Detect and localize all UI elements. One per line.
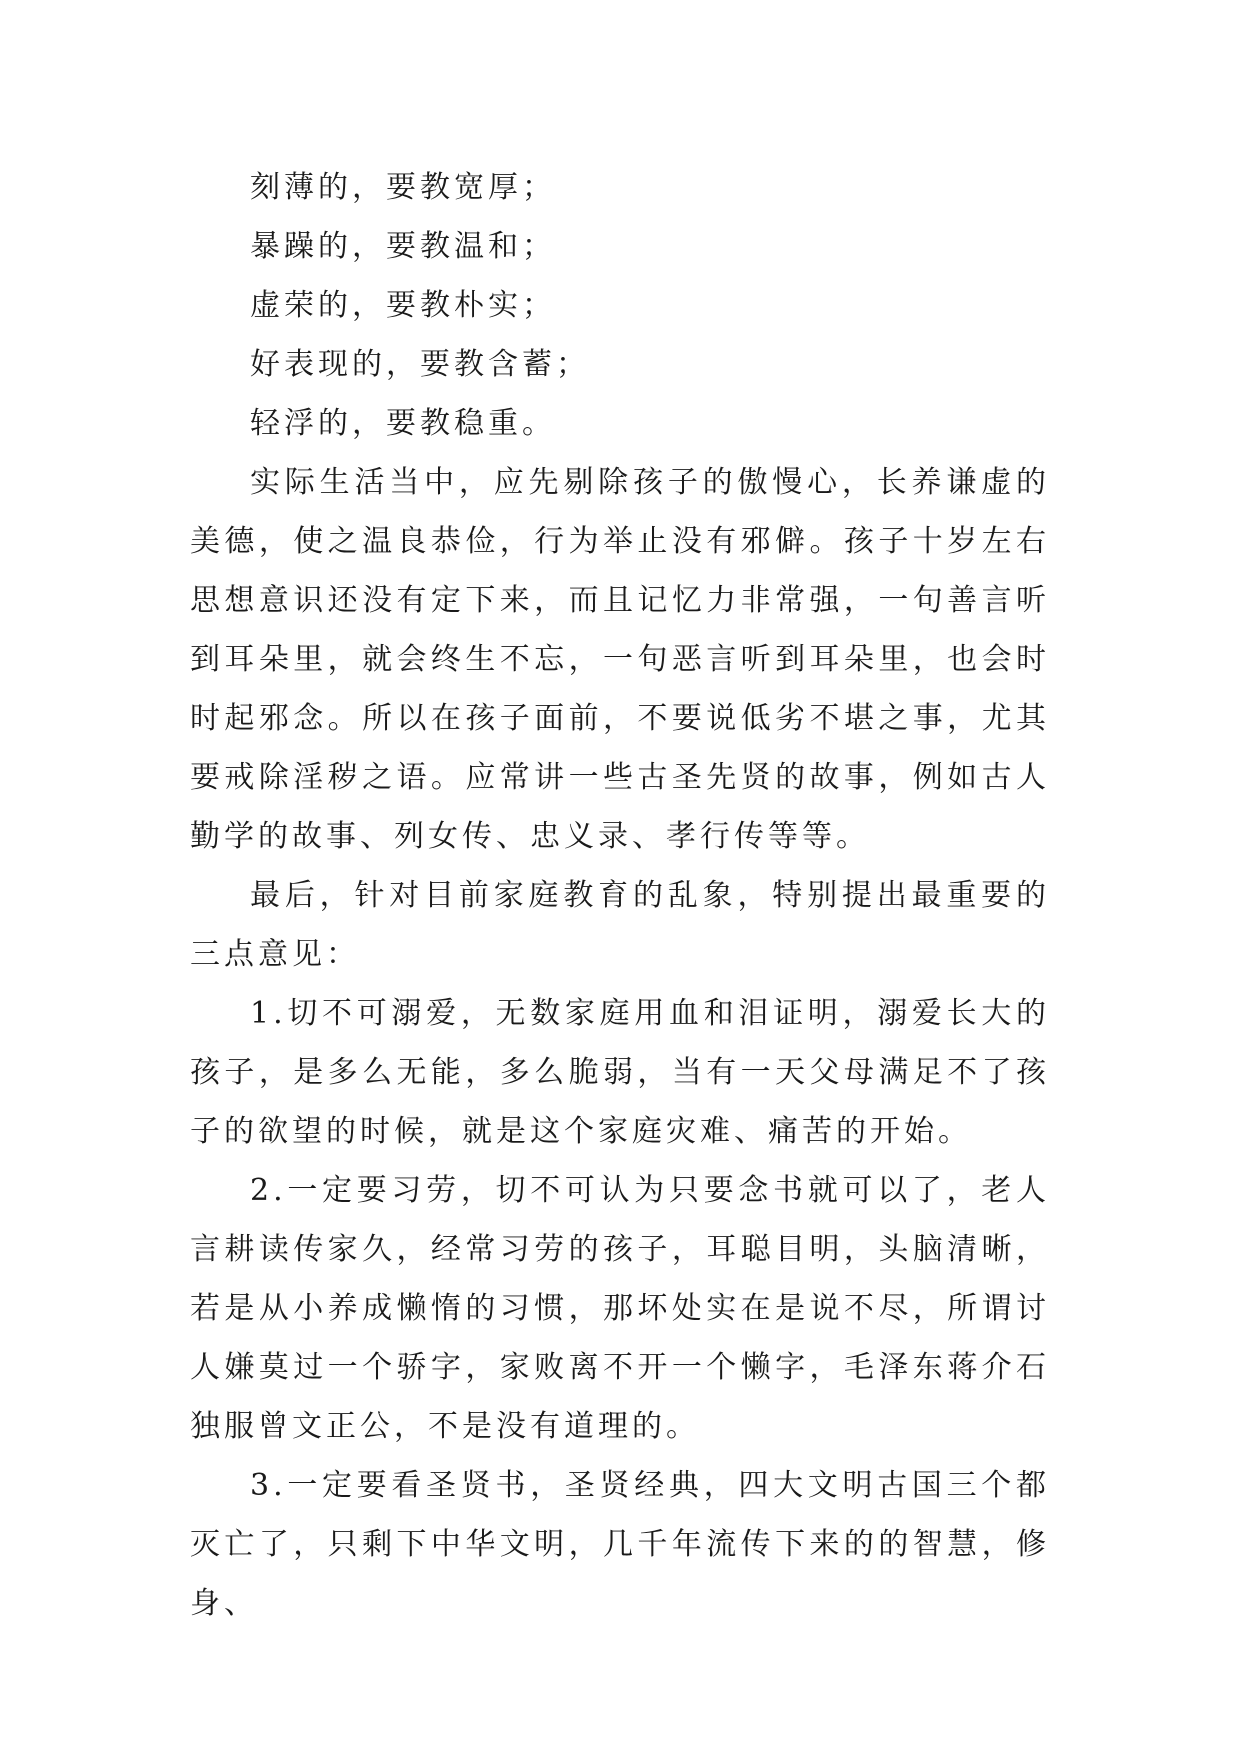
paragraph-5: 轻浮的，要教稳重。 <box>250 406 556 441</box>
paragraph-9: 2.一定要习劳，切不可认为只要念书就可以了，老人言耕读传家久，经常习劳的孩子，耳聪目明，头脑清晰，若是从小养成懒惰的习惯，那坏处实在是说不尽，所谓讨人嫌莫过一个骄字，家败离不开一个懒字，毛泽东蒋介石独服曾文正公，不是没有道理的。 <box>190 1173 1050 1444</box>
paragraph-7: 最后，针对目前家庭教育的乱象，特别提出最重要的三点意见： <box>190 878 1050 972</box>
paragraph-3: 虚荣的，要教朴实； <box>250 288 556 323</box>
paragraph-1: 刻薄的，要教宽厚； <box>250 170 556 205</box>
paragraph-10: 3.一定要看圣贤书，圣贤经典，四大文明古国三个都灭亡了，只剩下中华文明，几千年流传下来的的智慧，修身、 <box>190 1468 1050 1621</box>
paragraph-4: 好表现的，要教含蓄； <box>250 347 590 382</box>
document-body <box>190 158 1050 1633</box>
paragraph-8: 1.切不可溺爱，无数家庭用血和泪证明，溺爱长大的孩子，是多么无能，多么脆弱，当有一天父母满足不了孩子的欲望的时候，就是这个家庭灾难、痛苦的开始。 <box>190 996 1050 1149</box>
paragraph-6: 实际生活当中，应先剔除孩子的傲慢心，长养谦虚的美德，使之温良恭俭，行为举止没有邪僻。孩子十岁左右思想意识还没有定下来，而且记忆力非常强，一句善言听到耳朵里，就会终生不忘，一句恶言听到耳朵里，也会时时起邪念。所以在孩子面前，不要说低劣不堪之事，尤其要戒除淫秽之语。应常讲一些古圣先贤的故事，例如古人勤学的故事、列女传、忠义录、孝行传等等。 <box>190 465 1050 854</box>
paragraph-2: 暴躁的，要教温和； <box>250 229 556 264</box>
